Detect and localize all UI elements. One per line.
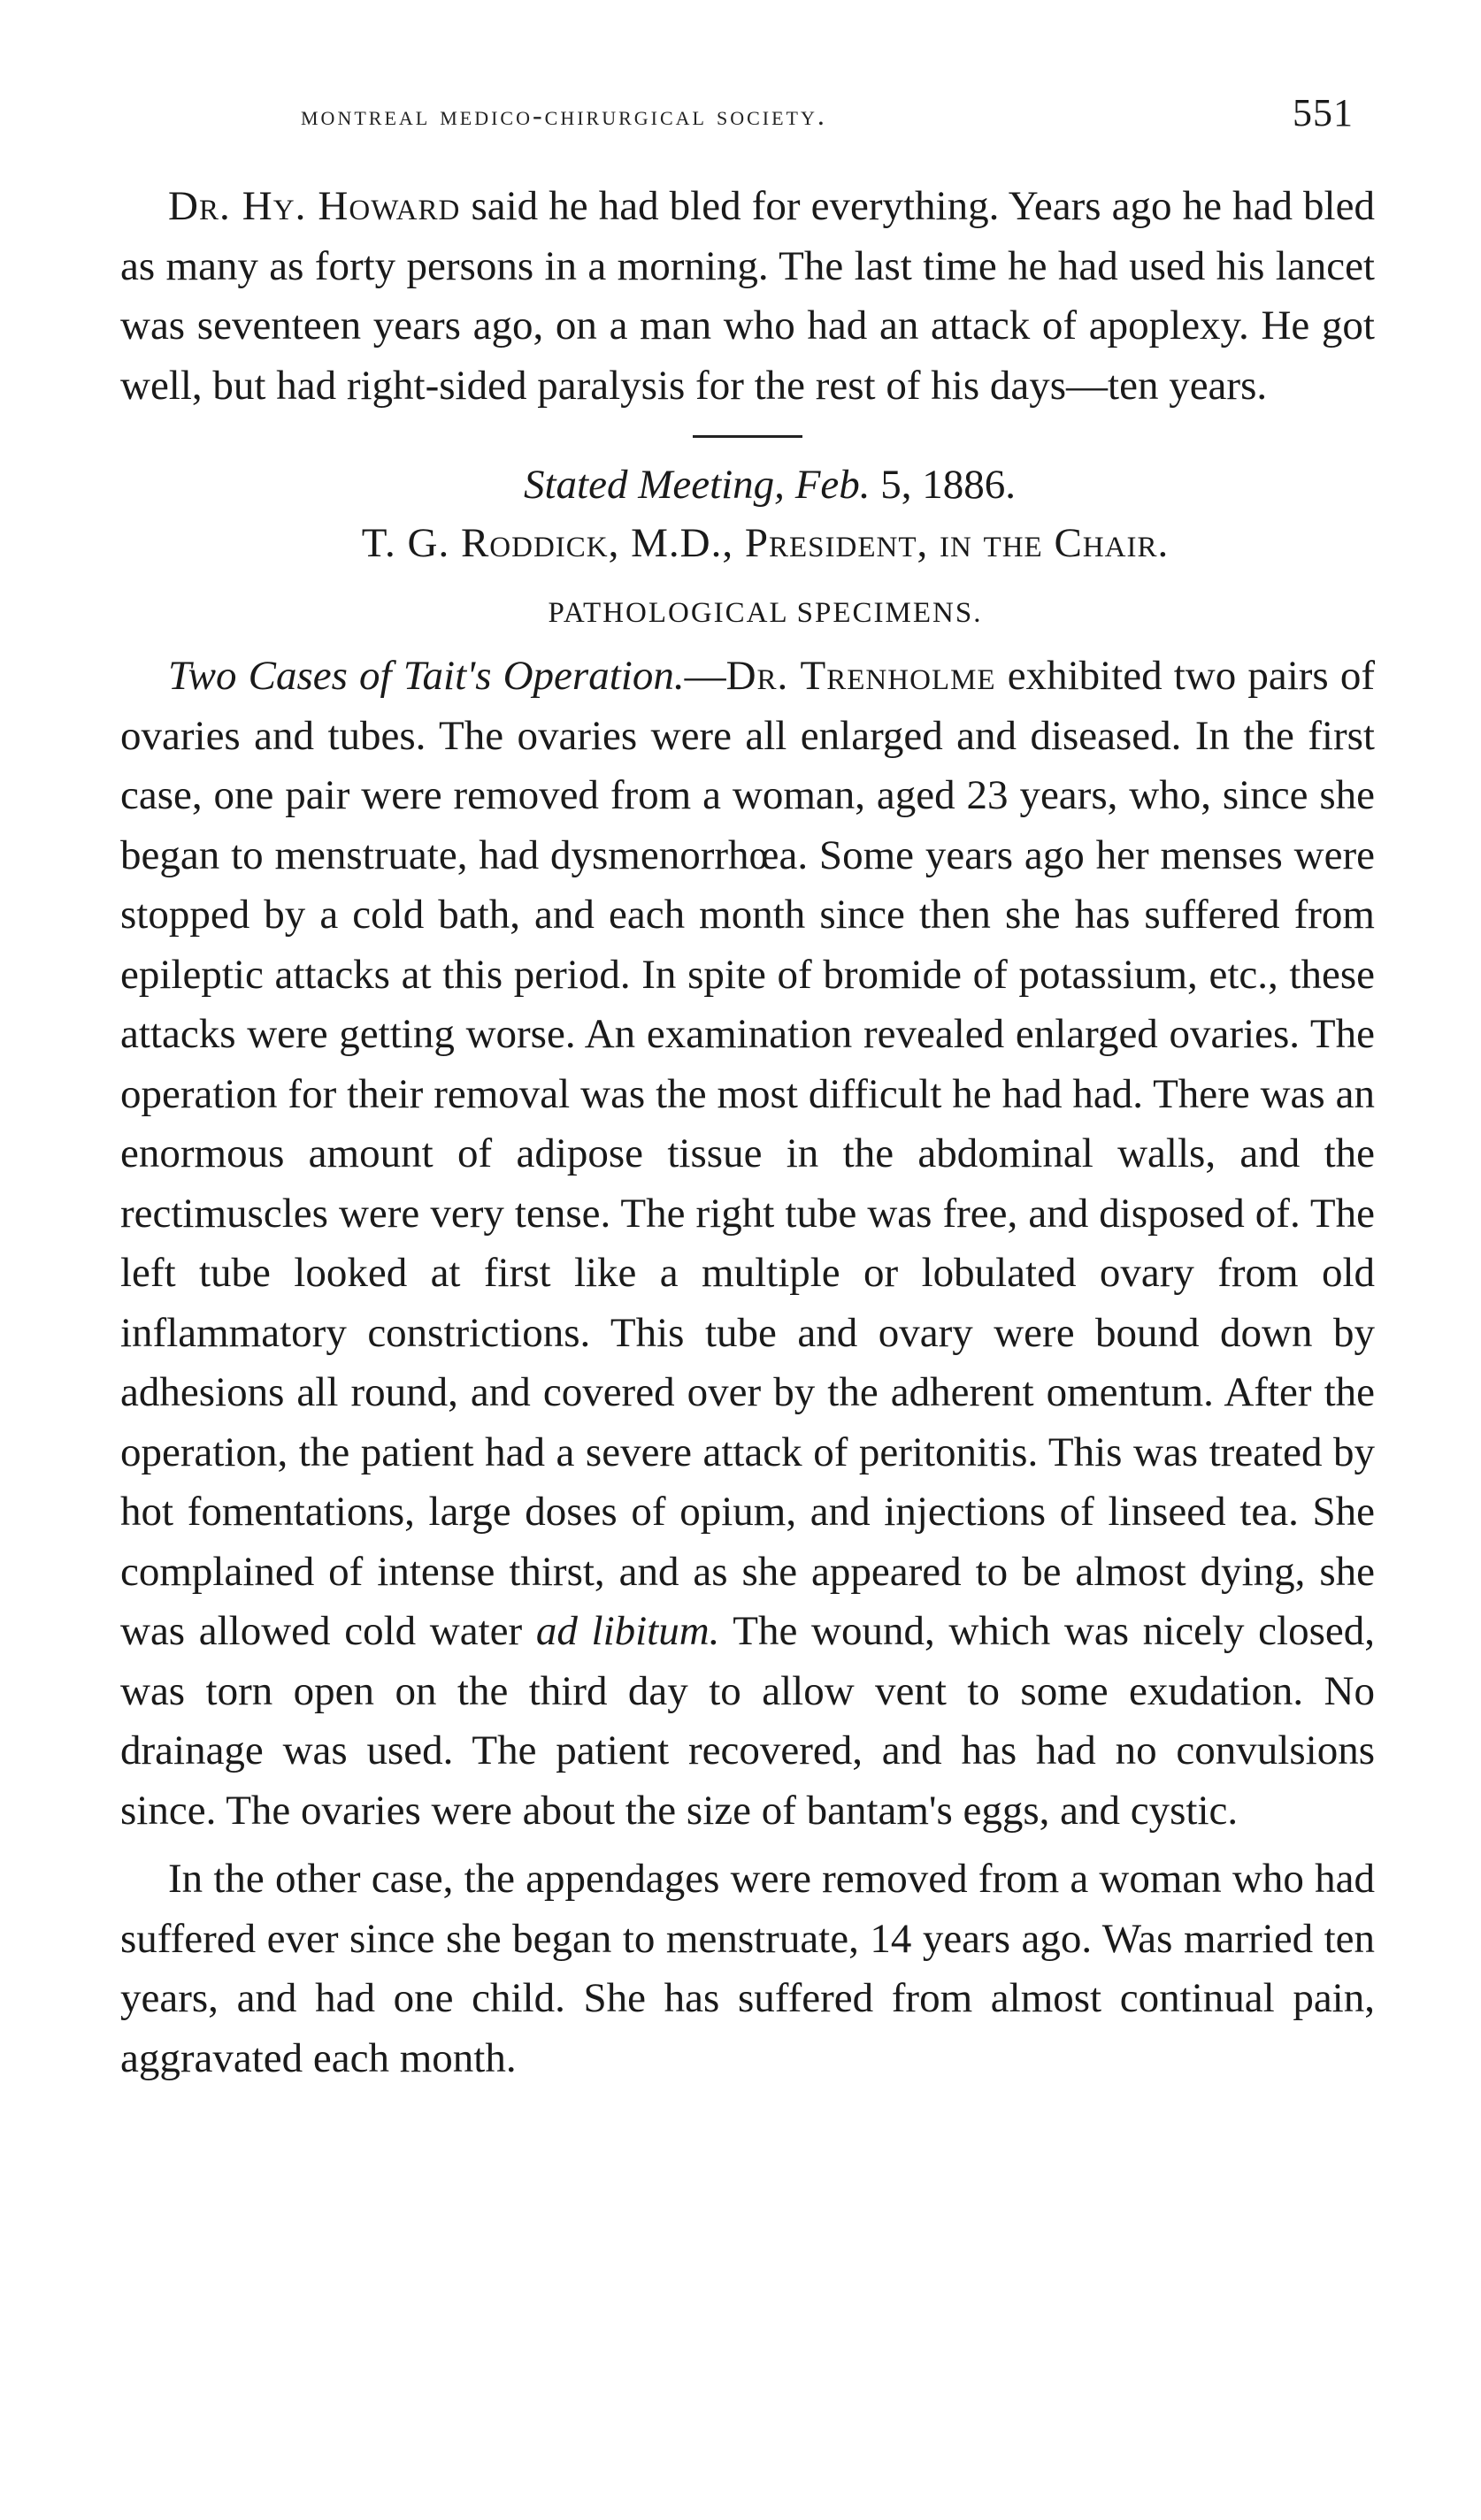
speaker-name: Dr. Trenholme — [725, 653, 996, 699]
meeting-day-year: 5, 1886. — [870, 462, 1017, 508]
paragraph-text: exhibited two pairs of ovaries and tubes. The ovaries were all enlarged and diseased. In the first case, one pair were removed from a woman, aged 23 years, who, since she began to menstruate, had dysmenorrhœa. Some years ago her menses were stopped by a cold bath, and each month since then she has suffered from epileptic attacks at this period. In spite of bromide of potassium, etc., these attacks were getting worse. An examination revealed enlarged ovaries. The operation for their removal was the most difficult he had had. There was an enormous amount of adipose tissue in the abdominal walls, and the rectimuscles were very tense. The right tube was free, and disposed of. The left tube looked at first like a multiple or lobulated ovary from old inflammatory constrictions. This tube and ovary were bound down by adhesions all round, and covered over by the adherent omentum. After the operation, the patient had a severe attack of peritonitis. This was treated by hot fomentations, large doses of opium, and injections of linseed tea. She complained of intense thirst, and as she appeared to be almost dying, she was allowed cold water — [120, 653, 1375, 1654]
paragraph-other-case: In the other case, the appendages were removed from a woman who had suffered ever since she began to menstruate, 14 years ago. Was married ten years, and had one child. She has suffered from almost continual pain, aggravated each month. — [120, 1856, 1375, 2081]
running-title: montreal medico-chirurgical society. — [301, 99, 827, 131]
body-text — [120, 177, 1375, 2088]
chair-line — [156, 514, 1375, 572]
meeting-month: Feb. — [794, 462, 871, 508]
paragraph-howard — [120, 177, 1375, 416]
paragraph-text-continued: The wound, which was nicely closed, was torn open on the third day to allow vent to some exudation. No drainage was used. The patient recovered, and has had no convulsions since. The ovaries were about the size of bantam's eggs, and cystic. — [120, 1608, 1375, 1834]
president-name: T. G. Roddick — [361, 520, 609, 566]
title-dash: — — [684, 653, 726, 699]
paragraph-text: said he had bled for everything. Years ago he had bled as many as forty persons in a morning. The last time he had used his lancet was seventeen years ago, on a man who had an attack of apoplexy. He got well, but had right-sided paralysis for the rest of his days—ten years. — [120, 183, 1375, 409]
speaker-name: Dr. Hy. Howard — [168, 183, 461, 229]
paragraph-trenholme — [120, 647, 1375, 1841]
chair-text: , M.D., President, in the Chair. — [608, 520, 1170, 566]
meeting-line — [165, 456, 1375, 514]
case-title: Two Cases of Tait's Operation. — [168, 653, 685, 699]
section-heading: PATHOLOGICAL SPECIMENS. — [548, 597, 983, 629]
running-head — [301, 88, 1354, 142]
meeting-date — [785, 462, 1016, 508]
meeting-label: Stated Meeting, — [523, 462, 785, 508]
page-number: 551 — [1293, 91, 1354, 134]
section-rule — [693, 435, 802, 438]
latin-phrase: ad libitum. — [535, 1608, 720, 1654]
